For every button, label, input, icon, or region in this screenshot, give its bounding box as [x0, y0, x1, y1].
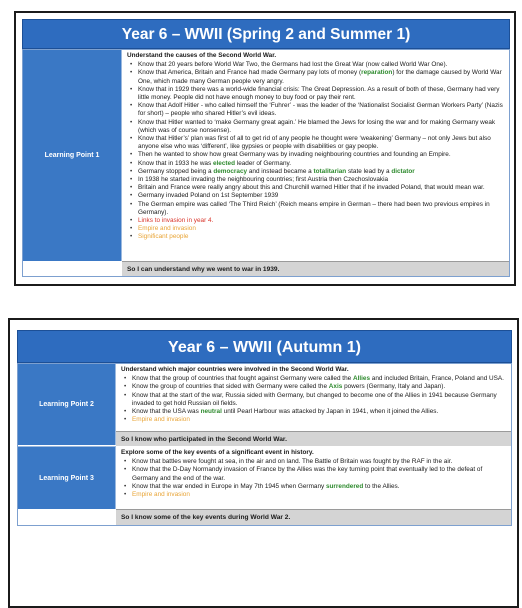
key-vocabulary: neutral — [200, 408, 222, 416]
key-vocabulary: dictator — [391, 167, 415, 175]
bullet-item — [132, 408, 507, 416]
bullet-item — [138, 192, 505, 200]
bullet-text: Know that in 1929 there was a world-wide financial crisis: The Great Depression. As a result of both of these, Germany had very little money. People did not have enough money to buy food or pay their rent. — [138, 85, 500, 102]
bullet-item — [138, 61, 505, 69]
key-vocabulary: reparation — [361, 69, 393, 77]
bullet-item — [138, 86, 505, 102]
bullet-list — [121, 458, 507, 499]
bullet-text: to the Allies. — [363, 482, 400, 490]
key-vocabulary: democracy — [213, 167, 248, 175]
learning-point-content — [122, 50, 509, 261]
key-vocabulary: surrendered — [325, 482, 364, 490]
bullet-text: Know that the USA was — [132, 408, 201, 416]
curriculum-link: Links to invasion in year 4. — [138, 217, 214, 225]
page-autumn — [8, 318, 519, 608]
bullet-item — [132, 483, 507, 491]
bullet-item — [138, 135, 505, 151]
bullet-text: Know that the war ended in Europe in May 7th 1945 when Germany — [132, 482, 326, 490]
bullet-item — [132, 466, 507, 482]
summary-statement: So I can understand why we went to war in 1939. — [122, 261, 509, 276]
concept-theme: Significant people — [138, 233, 189, 241]
concept-theme: Empire and invasion — [138, 225, 196, 233]
bullet-item — [132, 383, 507, 391]
concept-theme: Empire and invasion — [132, 416, 190, 424]
bullet-item — [138, 160, 505, 168]
key-vocabulary: Allies — [352, 375, 371, 383]
summary-statement: So I know some of the key events during World War 2. — [116, 509, 511, 525]
bullet-text: Know that Adolf Hitler - who called himself the ‘Fuhrer’ - was the leader of the ‘Nationalist Socialist German Workers Party’ (Nazis for short) – people who shared Hitler’s evil ideas. — [138, 102, 503, 118]
key-vocabulary: totalitarian — [313, 167, 347, 175]
bullet-item — [138, 184, 505, 192]
learning-point-label: Learning Point 3 — [18, 446, 116, 509]
objective: Explore some of the key events of a significant event in history. — [121, 449, 314, 456]
learning-point-content — [116, 447, 511, 508]
objective: Understand which major countries were involved in the Second World War. — [121, 366, 349, 373]
key-vocabulary: elected — [212, 159, 235, 167]
bullet-text: In 1938 he started invading the neighbouring countries; first Austria then Czechoslovakia — [138, 176, 389, 184]
bullet-text: powers (Germany, Italy and Japan). — [342, 383, 446, 391]
bullet-text: The German empire was called ‘The Third Reich’ (Reich means empire in German – there had been two previous empires in Germany). — [138, 200, 490, 216]
bullet-text: Know that at the start of the war, Russia sided with Germany, but changed to become one of the Allies in 1941 because Germany invaded to get hold Russian oil fields. — [132, 391, 497, 407]
bullet-text: Know that in 1933 he was — [138, 159, 213, 167]
summary-statement: So I know who participated in the Second World War. — [116, 431, 511, 446]
bullet-item — [132, 416, 507, 424]
bullet-item — [138, 102, 505, 118]
bullet-item — [138, 119, 505, 135]
bullet-text: Know that Hitler wanted to ‘make Germany great again.’ He blamed the Jews for losing the war and for making Germany weak (which was of course nonsense). — [138, 118, 496, 134]
bullet-item — [138, 176, 505, 184]
bullet-text: leader of Germany. — [235, 159, 292, 167]
bullet-text: Germany invaded Poland on 1st September 1939 — [138, 192, 279, 200]
bullet-text: ) for the damage caused by World War One, which made many German people very angry. — [138, 69, 502, 85]
bullet-item — [138, 151, 505, 159]
bullet-text: Know that 20 years before World War Two, the Germans had lost the Great War (now called World War One). — [138, 61, 448, 69]
bullet-item — [132, 375, 507, 383]
bullet-text: and included Britain, France, Poland and USA. — [370, 375, 504, 383]
bullet-item — [138, 233, 505, 241]
bullet-text: and instead became a — [247, 167, 314, 175]
bullet-item — [132, 458, 507, 466]
page-title: Year 6 – WWII (Spring 2 and Summer 1) — [22, 19, 510, 49]
learning-point-label: Learning Point 1 — [23, 50, 122, 261]
bullet-item — [138, 217, 505, 225]
bullet-text: until Pearl Harbour was attacked by Japan in 1941, when it joined the Allies. — [221, 408, 439, 416]
bullet-text: Know that the group of countries that fought against Germany were called the — [132, 375, 353, 383]
bullet-text: Know that America, Britain and France had made Germany pay lots of money ( — [138, 69, 362, 77]
bullet-text: Then he wanted to show how great Germany was by invading neighbouring countries and founding an Empire. — [138, 151, 451, 159]
bullet-item — [132, 392, 507, 408]
bullet-item — [138, 168, 505, 176]
bullet-text: Know that battles were fought at sea, in the air and on land. The Battle of Britain was fought by the RAF in the air. — [132, 458, 453, 466]
learning-point-label: Learning Point 2 — [18, 364, 116, 445]
bullet-text: Britain and France were really angry about this and Churchill warned Hitler that if he invaded Poland, that would mean war. — [138, 184, 485, 192]
key-vocabulary: Axis — [328, 383, 343, 391]
concept-theme: Empire and invasion — [132, 491, 190, 499]
bullet-item — [138, 225, 505, 233]
bullet-text: Germany stopped being a — [138, 167, 214, 175]
bullet-list — [121, 375, 507, 424]
bullet-item — [138, 201, 505, 217]
bullet-item — [138, 69, 505, 85]
page-spring-summer — [14, 11, 516, 286]
learning-point-content — [116, 364, 511, 431]
bullet-text: Know that Hitler’s’ plan was first of all to get rid of any people he thought were ‘weakening’ Germany – not only Jews but also anyone else who was ‘different’, like gypsies or people with disabilities or gay people. — [138, 135, 491, 151]
bullet-list — [127, 61, 505, 241]
objective: Understand the causes of the Second World War. — [127, 52, 277, 59]
bullet-text: Know that the D-Day Normandy invasion of France by the Allies was the key turning point that eventually led to the defeat of Germany and the end of the war. — [132, 466, 483, 482]
bullet-text: state lead by a — [346, 167, 392, 175]
bullet-text: Know the group of countries that sided with Germany were called the — [132, 383, 329, 391]
bullet-item — [132, 491, 507, 499]
page-title: Year 6 – WWII (Autumn 1) — [17, 330, 512, 363]
